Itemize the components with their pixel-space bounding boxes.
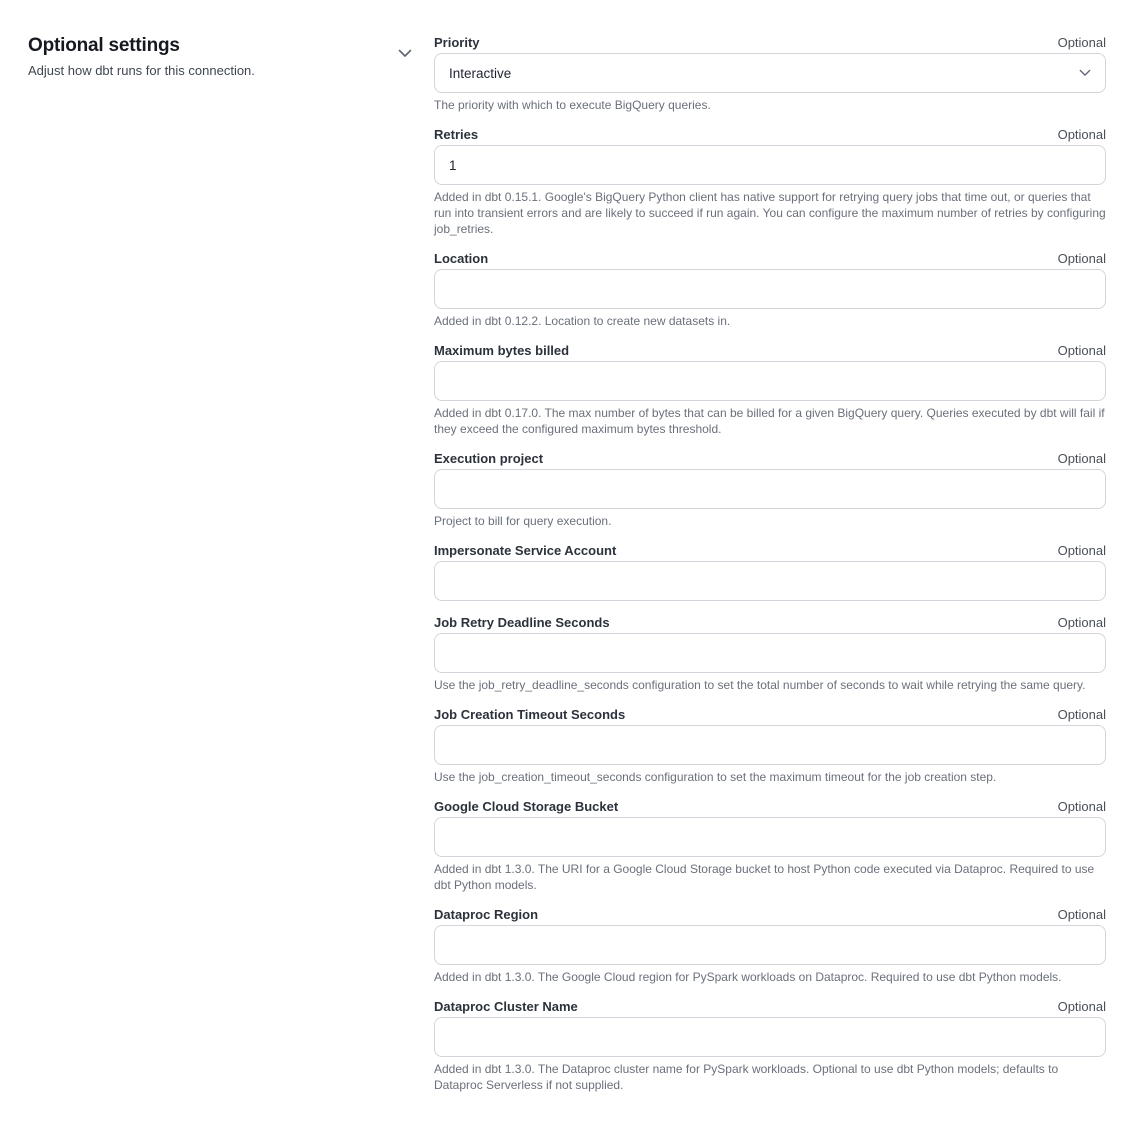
field-head [434,451,1106,466]
field-head [434,343,1106,358]
dataproc-region-input[interactable] [434,925,1106,965]
field-google-cloud-storage-bucket [434,799,1106,893]
field-label: Job Creation Timeout Seconds [434,707,626,722]
field-head [434,543,1106,558]
field-dataproc-region [434,907,1106,985]
field-head [434,999,1106,1014]
field-label: Dataproc Cluster Name [434,999,578,1014]
field-help-text: Added in dbt 1.3.0. The Google Cloud region for PySpark workloads on Dataproc. Required to use dbt Python models. [434,970,1062,984]
field-head [434,907,1106,922]
field-label: Retries [434,127,479,142]
priority-select[interactable] [434,53,1106,93]
field-job-creation-timeout-seconds [434,707,1106,785]
field-label: Job Retry Deadline Seconds [434,615,610,630]
dataproc-cluster-name-input[interactable] [434,1017,1106,1057]
field-help-text: Use the job_retry_deadline_seconds configuration to set the total number of seconds to wait while retrying the same query. [434,678,1086,692]
field-head [434,615,1106,630]
field-job-retry-deadline-seconds [434,615,1106,693]
field-label: Execution project [434,451,544,466]
optional-badge: Optional [1057,799,1106,814]
field-head [434,35,1106,50]
select-value: Interactive [449,65,512,81]
field-head [434,707,1106,722]
field-help-text: Added in dbt 0.12.2. Location to create new datasets in. [434,314,731,328]
field-label: Google Cloud Storage Bucket [434,799,619,814]
optional-badge: Optional [1057,999,1106,1014]
field-priority [434,35,1106,113]
field-label: Location [434,251,489,266]
field-dataproc-cluster-name [434,999,1106,1093]
optional-badge: Optional [1057,543,1106,558]
field-head [434,799,1106,814]
field-location [434,251,1106,329]
chevron-down-icon [1079,69,1091,77]
optional-badge: Optional [1057,707,1106,722]
maximum-bytes-billed-input[interactable] [434,361,1106,401]
field-execution-project [434,451,1106,529]
field-help-text: Added in dbt 1.3.0. The URI for a Google Cloud Storage bucket to host Python code executed via Dataproc. Required to use dbt Python models. [434,862,1095,892]
impersonate-service-account-input[interactable] [434,561,1106,601]
field-help-text: Project to bill for query execution. [434,514,612,528]
section-header-text [28,35,255,79]
field-head [434,251,1106,266]
optional-badge: Optional [1057,251,1106,266]
field-help-text: Use the job_creation_timeout_seconds configuration to set the maximum timeout for the job creation step. [434,770,997,784]
job-retry-deadline-seconds-input[interactable] [434,633,1106,673]
field-label: Dataproc Region [434,907,539,922]
retries-input[interactable] [434,145,1106,185]
section-subtitle: Adjust how dbt runs for this connection. [28,62,255,78]
chevron-down-icon [398,49,412,58]
section-collapse-button[interactable] [398,49,412,58]
execution-project-input[interactable] [434,469,1106,509]
form-fields [434,35,1106,1107]
field-head [434,127,1106,142]
location-input[interactable] [434,269,1106,309]
optional-badge: Optional [1057,343,1106,358]
job-creation-timeout-seconds-input[interactable] [434,725,1106,765]
optional-badge: Optional [1057,451,1106,466]
section-title: Optional settings [28,35,180,56]
field-help-text: Added in dbt 0.17.0. The max number of bytes that can be billed for a given BigQuery query. Queries executed by dbt will fail if they exceed the configured maximum bytes threshold. [434,406,1105,436]
field-impersonate-service-account [434,543,1106,601]
field-label: Impersonate Service Account [434,543,617,558]
optional-badge: Optional [1057,907,1106,922]
field-help-text: The priority with which to execute BigQuery queries. [434,98,711,112]
field-help-text: Added in dbt 0.15.1. Google's BigQuery Python client has native support for retrying query jobs that time out, or queries that run into transient errors and are likely to succeed if run again. You can configure the maximum number of retries by configuring job_retries. [434,190,1106,236]
optional-badge: Optional [1057,615,1106,630]
field-retries [434,127,1106,237]
optional-badge: Optional [1057,35,1106,50]
field-help-text: Added in dbt 1.3.0. The Dataproc cluster name for PySpark workloads. Optional to use dbt Python models; defaults to Dataproc Serverless if not supplied. [434,1062,1059,1092]
section-header [28,35,434,79]
field-maximum-bytes-billed [434,343,1106,437]
field-label: Maximum bytes billed [434,343,570,358]
field-label: Priority [434,35,480,50]
google-cloud-storage-bucket-input[interactable] [434,817,1106,857]
optional-badge: Optional [1057,127,1106,142]
